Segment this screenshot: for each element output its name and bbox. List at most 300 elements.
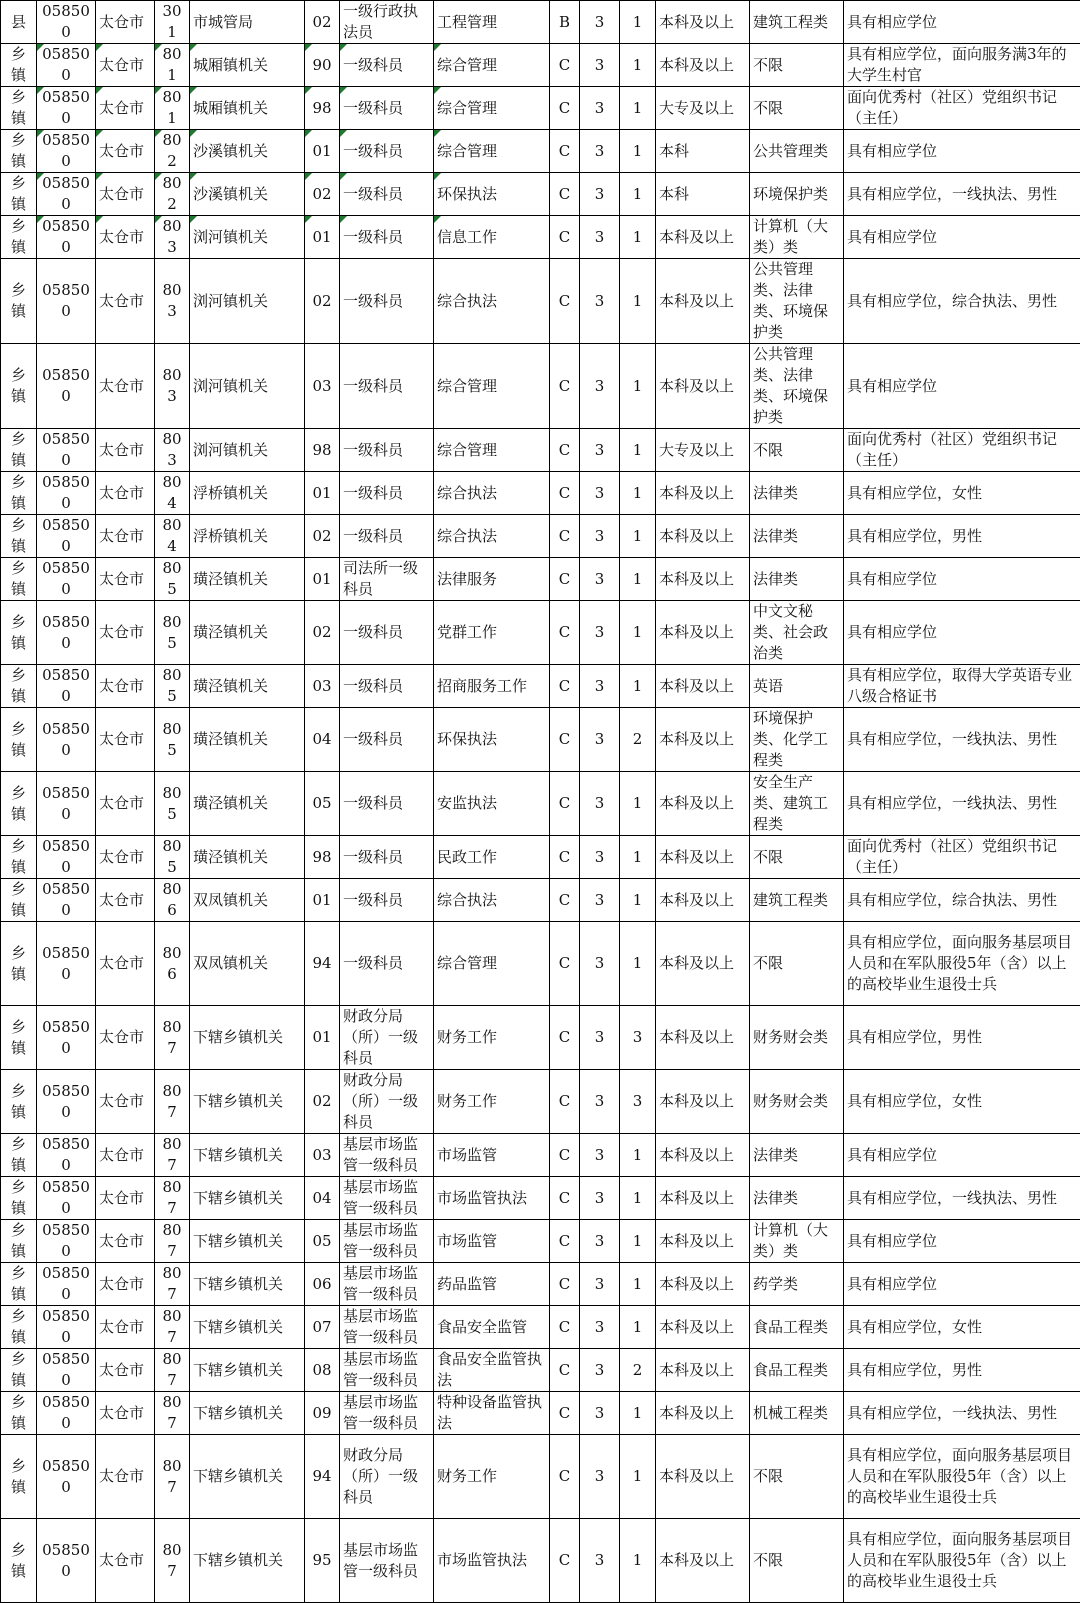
cell-position-name: 一级科员 xyxy=(340,665,434,708)
cell-job-description: 综合管理 xyxy=(434,87,550,130)
cell-level: 乡镇 xyxy=(1,1349,37,1392)
cell-headcount: 1 xyxy=(620,259,656,344)
cell-other-requirements: 具有相应学位，一线执法、男性 xyxy=(844,1177,1080,1220)
cell-job-description: 财务工作 xyxy=(434,1006,550,1070)
cell-education: 本科及以上 xyxy=(656,558,750,601)
cell-ratio: 3 xyxy=(580,558,620,601)
cell-position-name: 一级科员 xyxy=(340,130,434,173)
cell-position-code: 01 xyxy=(305,472,340,515)
cell-education: 本科及以上 xyxy=(656,1519,750,1603)
cell-unit-code: 058500 xyxy=(37,836,96,879)
cell-ratio: 3 xyxy=(580,665,620,708)
cell-headcount: 1 xyxy=(620,173,656,216)
cell-education: 本科及以上 xyxy=(656,1349,750,1392)
cell-dept-name: 双凤镇机关 xyxy=(190,879,305,922)
cell-dept-code: 807 xyxy=(155,1070,190,1134)
cell-unit-code: 058500 xyxy=(37,1134,96,1177)
cell-dept-code: 801 xyxy=(155,44,190,87)
cell-position-name: 一级科员 xyxy=(340,772,434,836)
cell-major: 环境保护类、化学工程类 xyxy=(750,708,844,772)
cell-unit-code: 058500 xyxy=(37,708,96,772)
cell-exam-category: C xyxy=(550,772,580,836)
cell-position-name: 一级行政执法员 xyxy=(340,1,434,44)
cell-major: 机械工程类 xyxy=(750,1392,844,1435)
cell-ratio: 3 xyxy=(580,259,620,344)
cell-position-code: 94 xyxy=(305,922,340,1006)
cell-exam-category: B xyxy=(550,1,580,44)
cell-position-code: 02 xyxy=(305,259,340,344)
cell-city: 太仓市 xyxy=(96,772,155,836)
cell-education: 本科 xyxy=(656,130,750,173)
cell-city: 太仓市 xyxy=(96,259,155,344)
cell-exam-category: C xyxy=(550,130,580,173)
cell-other-requirements: 具有相应学位，一线执法、男性 xyxy=(844,772,1080,836)
cell-dept-name: 璜泾镇机关 xyxy=(190,558,305,601)
table-row xyxy=(1,173,1080,216)
cell-city: 太仓市 xyxy=(96,836,155,879)
cell-major: 财务财会类 xyxy=(750,1070,844,1134)
table-row xyxy=(1,44,1080,87)
cell-major: 财务财会类 xyxy=(750,1006,844,1070)
cell-position-name: 一级科员 xyxy=(340,836,434,879)
cell-job-description: 市场监管 xyxy=(434,1134,550,1177)
cell-exam-category: C xyxy=(550,1306,580,1349)
cell-ratio: 3 xyxy=(580,87,620,130)
cell-ratio: 3 xyxy=(580,1134,620,1177)
cell-education: 本科及以上 xyxy=(656,1,750,44)
cell-job-description: 法律服务 xyxy=(434,558,550,601)
cell-major: 法律类 xyxy=(750,1177,844,1220)
cell-ratio: 3 xyxy=(580,173,620,216)
cell-city: 太仓市 xyxy=(96,130,155,173)
cell-exam-category: C xyxy=(550,665,580,708)
cell-education: 本科及以上 xyxy=(656,1220,750,1263)
cell-position-name: 基层市场监管一级科员 xyxy=(340,1134,434,1177)
table-body xyxy=(1,1,1080,1603)
cell-major: 不限 xyxy=(750,44,844,87)
cell-city: 太仓市 xyxy=(96,1392,155,1435)
cell-dept-code: 805 xyxy=(155,708,190,772)
cell-dept-name: 城厢镇机关 xyxy=(190,44,305,87)
cell-education: 本科及以上 xyxy=(656,472,750,515)
cell-job-description: 民政工作 xyxy=(434,836,550,879)
cell-other-requirements: 具有相应学位，女性 xyxy=(844,1306,1080,1349)
cell-dept-code: 806 xyxy=(155,879,190,922)
cell-dept-name: 浮桥镇机关 xyxy=(190,472,305,515)
cell-job-description: 市场监管执法 xyxy=(434,1177,550,1220)
cell-dept-name: 下辖乡镇机关 xyxy=(190,1263,305,1306)
cell-dept-name: 下辖乡镇机关 xyxy=(190,1519,305,1603)
cell-position-name: 一级科员 xyxy=(340,601,434,665)
cell-education: 本科及以上 xyxy=(656,1070,750,1134)
cell-exam-category: C xyxy=(550,1220,580,1263)
cell-education: 本科及以上 xyxy=(656,44,750,87)
cell-education: 大专及以上 xyxy=(656,429,750,472)
cell-exam-category: C xyxy=(550,1006,580,1070)
cell-position-code: 07 xyxy=(305,1306,340,1349)
cell-position-name: 一级科员 xyxy=(340,87,434,130)
cell-city: 太仓市 xyxy=(96,1220,155,1263)
cell-education: 本科及以上 xyxy=(656,259,750,344)
cell-major: 法律类 xyxy=(750,515,844,558)
cell-other-requirements: 具有相应学位 xyxy=(844,601,1080,665)
cell-dept-name: 浏河镇机关 xyxy=(190,259,305,344)
cell-education: 本科及以上 xyxy=(656,1263,750,1306)
cell-position-code: 04 xyxy=(305,708,340,772)
cell-dept-code: 807 xyxy=(155,1519,190,1603)
cell-dept-code: 802 xyxy=(155,130,190,173)
cell-dept-name: 下辖乡镇机关 xyxy=(190,1177,305,1220)
table-row xyxy=(1,601,1080,665)
cell-major: 公共管理类、法律类、环境保护类 xyxy=(750,259,844,344)
cell-exam-category: C xyxy=(550,1134,580,1177)
cell-position-name: 财政分局（所）一级科员 xyxy=(340,1070,434,1134)
cell-other-requirements: 具有相应学位 xyxy=(844,1134,1080,1177)
cell-position-code: 02 xyxy=(305,1,340,44)
cell-unit-code: 058500 xyxy=(37,879,96,922)
cell-dept-name: 下辖乡镇机关 xyxy=(190,1392,305,1435)
cell-major: 不限 xyxy=(750,429,844,472)
cell-education: 本科 xyxy=(656,173,750,216)
cell-other-requirements: 具有相应学位，综合执法、男性 xyxy=(844,879,1080,922)
cell-unit-code: 058500 xyxy=(37,558,96,601)
cell-other-requirements: 具有相应学位，女性 xyxy=(844,1070,1080,1134)
cell-education: 大专及以上 xyxy=(656,87,750,130)
cell-position-name: 一级科员 xyxy=(340,259,434,344)
cell-unit-code: 058500 xyxy=(37,44,96,87)
cell-ratio: 3 xyxy=(580,1349,620,1392)
cell-headcount: 2 xyxy=(620,708,656,772)
cell-ratio: 3 xyxy=(580,429,620,472)
cell-exam-category: C xyxy=(550,87,580,130)
cell-major: 食品工程类 xyxy=(750,1349,844,1392)
cell-position-name: 财政分局（所）一级科员 xyxy=(340,1006,434,1070)
table-row xyxy=(1,1435,1080,1519)
cell-major: 药学类 xyxy=(750,1263,844,1306)
cell-level: 乡镇 xyxy=(1,1220,37,1263)
cell-city: 太仓市 xyxy=(96,601,155,665)
cell-position-code: 98 xyxy=(305,836,340,879)
cell-level: 乡镇 xyxy=(1,1177,37,1220)
cell-education: 本科及以上 xyxy=(656,665,750,708)
cell-position-code: 01 xyxy=(305,216,340,259)
cell-exam-category: C xyxy=(550,922,580,1006)
cell-unit-code: 058500 xyxy=(37,173,96,216)
cell-dept-name: 市城管局 xyxy=(190,1,305,44)
cell-other-requirements: 具有相应学位，综合执法、男性 xyxy=(844,259,1080,344)
cell-major: 英语 xyxy=(750,665,844,708)
cell-position-code: 02 xyxy=(305,1070,340,1134)
cell-job-description: 综合管理 xyxy=(434,44,550,87)
cell-job-description: 环保执法 xyxy=(434,173,550,216)
cell-position-name: 一级科员 xyxy=(340,216,434,259)
cell-job-description: 环保执法 xyxy=(434,708,550,772)
cell-major: 法律类 xyxy=(750,558,844,601)
cell-major: 不限 xyxy=(750,87,844,130)
cell-other-requirements: 具有相应学位，一线执法、男性 xyxy=(844,708,1080,772)
cell-exam-category: C xyxy=(550,708,580,772)
cell-dept-name: 浏河镇机关 xyxy=(190,216,305,259)
cell-dept-code: 301 xyxy=(155,1,190,44)
cell-unit-code: 058500 xyxy=(37,87,96,130)
table-row xyxy=(1,1220,1080,1263)
cell-dept-code: 803 xyxy=(155,344,190,429)
cell-position-code: 90 xyxy=(305,44,340,87)
cell-major: 公共管理类、法律类、环境保护类 xyxy=(750,344,844,429)
cell-ratio: 3 xyxy=(580,515,620,558)
cell-education: 本科及以上 xyxy=(656,1392,750,1435)
cell-other-requirements: 具有相应学位 xyxy=(844,344,1080,429)
cell-level: 乡镇 xyxy=(1,879,37,922)
cell-headcount: 1 xyxy=(620,558,656,601)
table-row xyxy=(1,665,1080,708)
cell-major: 法律类 xyxy=(750,472,844,515)
cell-exam-category: C xyxy=(550,1177,580,1220)
cell-job-description: 财务工作 xyxy=(434,1435,550,1519)
cell-position-name: 一级科员 xyxy=(340,173,434,216)
cell-dept-name: 浏河镇机关 xyxy=(190,429,305,472)
cell-city: 太仓市 xyxy=(96,216,155,259)
cell-unit-code: 058500 xyxy=(37,472,96,515)
cell-exam-category: C xyxy=(550,1392,580,1435)
cell-unit-code: 058500 xyxy=(37,1220,96,1263)
cell-position-code: 05 xyxy=(305,1220,340,1263)
cell-dept-name: 下辖乡镇机关 xyxy=(190,1006,305,1070)
cell-other-requirements: 具有相应学位 xyxy=(844,216,1080,259)
cell-headcount: 1 xyxy=(620,836,656,879)
cell-major: 安全生产类、建筑工程类 xyxy=(750,772,844,836)
cell-other-requirements: 面向优秀村（社区）党组织书记（主任） xyxy=(844,429,1080,472)
cell-job-description: 综合管理 xyxy=(434,429,550,472)
cell-level: 乡镇 xyxy=(1,665,37,708)
cell-level: 乡镇 xyxy=(1,429,37,472)
cell-dept-code: 807 xyxy=(155,1177,190,1220)
cell-position-name: 一级科员 xyxy=(340,515,434,558)
cell-other-requirements: 具有相应学位，男性 xyxy=(844,1349,1080,1392)
cell-position-code: 02 xyxy=(305,601,340,665)
cell-exam-category: C xyxy=(550,879,580,922)
cell-level: 乡镇 xyxy=(1,173,37,216)
cell-level: 乡镇 xyxy=(1,1070,37,1134)
cell-other-requirements: 具有相应学位，一线执法、男性 xyxy=(844,1392,1080,1435)
cell-level: 乡镇 xyxy=(1,259,37,344)
cell-unit-code: 058500 xyxy=(37,1349,96,1392)
cell-major: 不限 xyxy=(750,836,844,879)
cell-unit-code: 058500 xyxy=(37,515,96,558)
cell-level: 乡镇 xyxy=(1,1435,37,1519)
table-row xyxy=(1,1392,1080,1435)
cell-ratio: 3 xyxy=(580,472,620,515)
cell-education: 本科及以上 xyxy=(656,836,750,879)
cell-job-description: 综合执法 xyxy=(434,515,550,558)
cell-headcount: 1 xyxy=(620,515,656,558)
cell-position-name: 基层市场监管一级科员 xyxy=(340,1519,434,1603)
cell-level: 县 xyxy=(1,1,37,44)
cell-ratio: 3 xyxy=(580,44,620,87)
cell-ratio: 3 xyxy=(580,216,620,259)
cell-unit-code: 058500 xyxy=(37,665,96,708)
cell-position-code: 94 xyxy=(305,1435,340,1519)
cell-ratio: 3 xyxy=(580,922,620,1006)
cell-other-requirements: 具有相应学位，面向服务满3年的大学生村官 xyxy=(844,44,1080,87)
cell-headcount: 1 xyxy=(620,1263,656,1306)
cell-education: 本科及以上 xyxy=(656,708,750,772)
cell-exam-category: C xyxy=(550,836,580,879)
cell-city: 太仓市 xyxy=(96,1435,155,1519)
cell-ratio: 3 xyxy=(580,1220,620,1263)
cell-dept-code: 805 xyxy=(155,836,190,879)
cell-position-name: 基层市场监管一级科员 xyxy=(340,1177,434,1220)
cell-unit-code: 058500 xyxy=(37,429,96,472)
cell-exam-category: C xyxy=(550,1263,580,1306)
cell-level: 乡镇 xyxy=(1,344,37,429)
cell-major: 不限 xyxy=(750,1435,844,1519)
cell-level: 乡镇 xyxy=(1,472,37,515)
cell-ratio: 3 xyxy=(580,1,620,44)
cell-dept-code: 801 xyxy=(155,87,190,130)
cell-job-description: 信息工作 xyxy=(434,216,550,259)
cell-job-description: 综合管理 xyxy=(434,922,550,1006)
cell-position-name: 一级科员 xyxy=(340,472,434,515)
cell-education: 本科及以上 xyxy=(656,515,750,558)
cell-city: 太仓市 xyxy=(96,665,155,708)
cell-city: 太仓市 xyxy=(96,1349,155,1392)
cell-dept-code: 803 xyxy=(155,216,190,259)
cell-dept-name: 璜泾镇机关 xyxy=(190,601,305,665)
cell-job-description: 综合执法 xyxy=(434,259,550,344)
cell-education: 本科及以上 xyxy=(656,1306,750,1349)
cell-level: 乡镇 xyxy=(1,772,37,836)
cell-exam-category: C xyxy=(550,1435,580,1519)
table-row xyxy=(1,1134,1080,1177)
cell-city: 太仓市 xyxy=(96,1134,155,1177)
cell-other-requirements: 具有相应学位 xyxy=(844,1220,1080,1263)
cell-level: 乡镇 xyxy=(1,1519,37,1603)
cell-position-code: 08 xyxy=(305,1349,340,1392)
cell-education: 本科及以上 xyxy=(656,1006,750,1070)
cell-position-name: 基层市场监管一级科员 xyxy=(340,1263,434,1306)
cell-headcount: 1 xyxy=(620,130,656,173)
cell-city: 太仓市 xyxy=(96,515,155,558)
cell-major: 中文文秘类、社会政治类 xyxy=(750,601,844,665)
cell-unit-code: 058500 xyxy=(37,1435,96,1519)
cell-job-description: 市场监管执法 xyxy=(434,1519,550,1603)
cell-dept-code: 804 xyxy=(155,472,190,515)
cell-position-code: 06 xyxy=(305,1263,340,1306)
cell-unit-code: 058500 xyxy=(37,1306,96,1349)
cell-dept-code: 804 xyxy=(155,515,190,558)
cell-major: 不限 xyxy=(750,922,844,1006)
cell-other-requirements: 具有相应学位，男性 xyxy=(844,1006,1080,1070)
cell-position-code: 05 xyxy=(305,772,340,836)
cell-major: 法律类 xyxy=(750,1134,844,1177)
cell-dept-code: 807 xyxy=(155,1134,190,1177)
cell-job-description: 市场监管 xyxy=(434,1220,550,1263)
cell-job-description: 食品安全监管执法 xyxy=(434,1349,550,1392)
cell-unit-code: 058500 xyxy=(37,1263,96,1306)
cell-dept-code: 802 xyxy=(155,173,190,216)
cell-ratio: 3 xyxy=(580,708,620,772)
cell-major: 计算机（大类）类 xyxy=(750,216,844,259)
cell-unit-code: 058500 xyxy=(37,772,96,836)
cell-other-requirements: 面向优秀村（社区）党组织书记（主任） xyxy=(844,87,1080,130)
cell-headcount: 1 xyxy=(620,1519,656,1603)
cell-major: 环境保护类 xyxy=(750,173,844,216)
cell-position-code: 01 xyxy=(305,558,340,601)
cell-dept-code: 805 xyxy=(155,665,190,708)
table-row xyxy=(1,708,1080,772)
cell-job-description: 招商服务工作 xyxy=(434,665,550,708)
cell-job-description: 综合管理 xyxy=(434,130,550,173)
cell-ratio: 3 xyxy=(580,1263,620,1306)
cell-level: 乡镇 xyxy=(1,708,37,772)
cell-position-code: 01 xyxy=(305,130,340,173)
cell-position-name: 一级科员 xyxy=(340,708,434,772)
cell-dept-name: 下辖乡镇机关 xyxy=(190,1220,305,1263)
cell-city: 太仓市 xyxy=(96,1306,155,1349)
cell-major: 不限 xyxy=(750,1519,844,1603)
cell-position-name: 一级科员 xyxy=(340,922,434,1006)
cell-level: 乡镇 xyxy=(1,922,37,1006)
cell-headcount: 3 xyxy=(620,1006,656,1070)
cell-education: 本科及以上 xyxy=(656,1177,750,1220)
cell-other-requirements: 具有相应学位，面向服务基层项目人员和在军队服役5年（含）以上的高校毕业生退役士兵 xyxy=(844,1519,1080,1603)
cell-city: 太仓市 xyxy=(96,1006,155,1070)
cell-job-description: 综合执法 xyxy=(434,879,550,922)
cell-city: 太仓市 xyxy=(96,1070,155,1134)
cell-position-code: 02 xyxy=(305,515,340,558)
cell-level: 乡镇 xyxy=(1,216,37,259)
cell-city: 太仓市 xyxy=(96,344,155,429)
table-row xyxy=(1,1006,1080,1070)
cell-headcount: 1 xyxy=(620,472,656,515)
cell-level: 乡镇 xyxy=(1,836,37,879)
cell-dept-code: 806 xyxy=(155,922,190,1006)
cell-other-requirements: 具有相应学位，一线执法、男性 xyxy=(844,173,1080,216)
cell-city: 太仓市 xyxy=(96,44,155,87)
cell-position-name: 基层市场监管一级科员 xyxy=(340,1349,434,1392)
cell-dept-code: 805 xyxy=(155,558,190,601)
cell-exam-category: C xyxy=(550,173,580,216)
table-row xyxy=(1,130,1080,173)
cell-ratio: 3 xyxy=(580,1306,620,1349)
cell-headcount: 1 xyxy=(620,601,656,665)
cell-position-code: 04 xyxy=(305,1177,340,1220)
table-row xyxy=(1,472,1080,515)
cell-unit-code: 058500 xyxy=(37,259,96,344)
cell-ratio: 3 xyxy=(580,1177,620,1220)
cell-city: 太仓市 xyxy=(96,922,155,1006)
cell-other-requirements: 具有相应学位，面向服务基层项目人员和在军队服役5年（含）以上的高校毕业生退役士兵 xyxy=(844,1435,1080,1519)
cell-unit-code: 058500 xyxy=(37,130,96,173)
cell-level: 乡镇 xyxy=(1,1006,37,1070)
cell-level: 乡镇 xyxy=(1,558,37,601)
cell-headcount: 1 xyxy=(620,772,656,836)
table-row xyxy=(1,429,1080,472)
table-row xyxy=(1,1306,1080,1349)
cell-position-name: 一级科员 xyxy=(340,344,434,429)
cell-level: 乡镇 xyxy=(1,1134,37,1177)
cell-job-description: 综合执法 xyxy=(434,472,550,515)
cell-dept-name: 下辖乡镇机关 xyxy=(190,1435,305,1519)
cell-job-description: 药品监管 xyxy=(434,1263,550,1306)
cell-position-code: 98 xyxy=(305,87,340,130)
cell-dept-name: 下辖乡镇机关 xyxy=(190,1306,305,1349)
cell-dept-code: 803 xyxy=(155,429,190,472)
cell-position-name: 基层市场监管一级科员 xyxy=(340,1220,434,1263)
cell-headcount: 1 xyxy=(620,1177,656,1220)
cell-headcount: 1 xyxy=(620,87,656,130)
